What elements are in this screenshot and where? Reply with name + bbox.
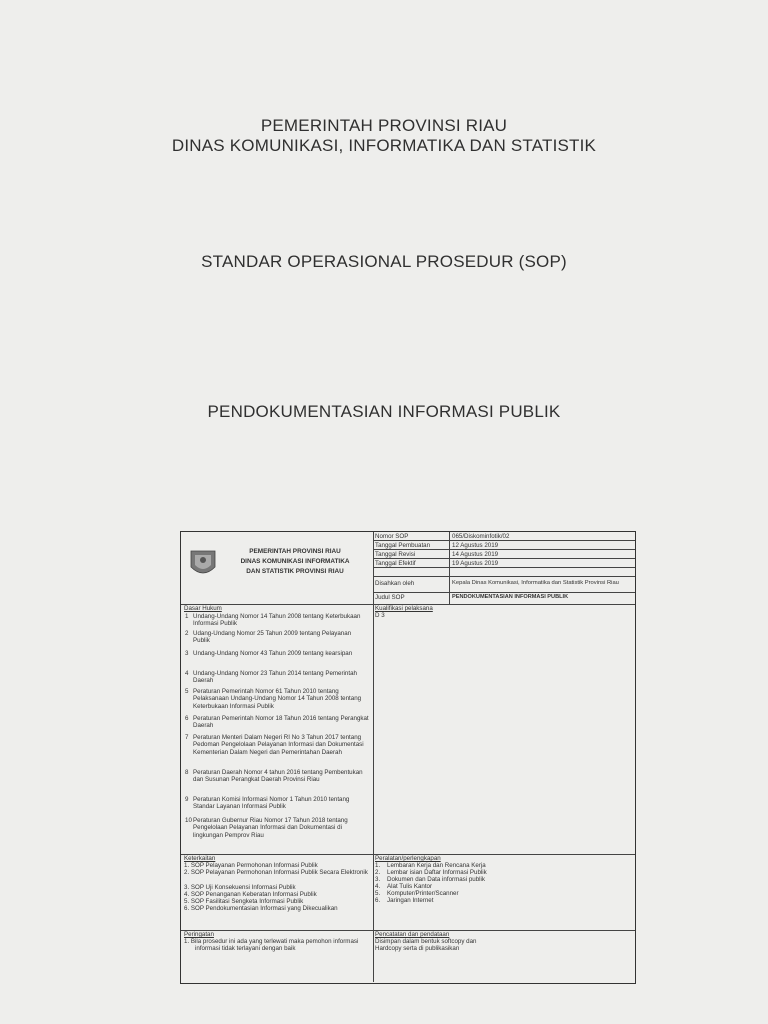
list-item: 5 Peraturan Pemerintah Nomor 61 Tahun 2010 tentang Pelaksanaan Undang-Undang Nomor 14 Tahun 2008 tentang Keterbukaan Informasi Publik — [185, 688, 362, 710]
meta-label: Tanggal Efektif — [375, 560, 416, 567]
meta-label: Tanggal Pembuatan — [375, 542, 431, 549]
dasar-hukum-title: Dasar Hukum — [184, 605, 222, 612]
kualifikasi-title: Kualifikasi pelaksana — [375, 605, 433, 612]
meta-value: PENDOKUMENTASIAN INFORMASI PUBLIK — [452, 594, 569, 600]
list-item: 2 Udang-Undang Nomor 25 Tahun 2009 tentang Pelayanan Publik — [185, 630, 352, 645]
org-line: PEMERINTAH PROVINSI RIAU — [249, 548, 341, 555]
meta-label: Judul SOP — [375, 594, 405, 601]
list-item: 2. Lembar isian Daftar Informasi Publik — [375, 869, 487, 876]
divider — [373, 532, 374, 604]
list-item: 3. SOP Uji Konsekuensi Informasi Publik — [184, 884, 296, 891]
sop-form — [180, 531, 636, 984]
list-item: 9 Peraturan Komisi Informasi Nomor 1 Tahun 2010 tentang Standar Layanan Informasi Publik — [185, 796, 350, 811]
peralatan-title: Peralatan/perlengkapan — [375, 855, 441, 862]
list-item: 1. Lembaran Kerja dan Rencana Kerja — [375, 862, 486, 869]
meta-value: Kepala Dinas Komunikasi, Informatika dan Statistik Provinsi Riau — [452, 580, 619, 586]
divider — [449, 532, 450, 604]
list-item: 8 Peraturan Daerah Nomor 4 tahun 2016 tentang Pembentukan dan Susunan Perangkat Daerah Provinsi Riau — [185, 769, 363, 784]
list-item: 1. SOP Pelayanan Permohonan Informasi Publik — [184, 862, 318, 869]
peringatan-title: Peringatan — [184, 931, 214, 938]
list-item: 5. Komputer/Printer/Scanner — [375, 890, 459, 897]
meta-label: Tanggal Revisi — [375, 551, 416, 558]
list-item: 4 Undang-Undang Nomor 23 Tahun 2014 tentang Pemerintah Daerah — [185, 670, 357, 685]
list-item: 4. Alat Tulis Kantor — [375, 883, 433, 890]
pencatatan-text: Disimpan dalam bentuk softcopy dan — [375, 938, 477, 945]
meta-value: 065/Diskominfotik/02 — [452, 533, 510, 540]
list-item: 1 Undang-Undang Nomor 14 Tahun 2008 tentang Keterbukaan Informasi Publik — [185, 613, 361, 628]
divider — [373, 576, 635, 577]
list-item: 5. SOP Fasilitasi Sengketa Informasi Publik — [184, 898, 304, 905]
org-line: DINAS KOMUNIKASI INFORMATIKA — [240, 558, 350, 565]
meta-value: 14 Agustus 2019 — [452, 551, 499, 558]
meta-value: 19 Agustus 2019 — [452, 560, 499, 567]
list-item: 7 Peraturan Menteri Dalam Negeri RI No 3 Tahun 2017 tentang Pedoman Pengelolaan Pelayanan Informasi dan Dokumentasi Kementerian Dalam Negeri dan Pemerintahan Daerah — [185, 734, 364, 756]
list-item: 2. SOP Pelayanan Permohonan Informasi Publik Secara Elektronik — [184, 869, 368, 876]
meta-value: 12 Agustus 2019 — [452, 542, 499, 549]
keterkaitan-title: Keterkaitan — [184, 855, 216, 862]
list-item: 6. Jaringan Internet — [375, 897, 434, 904]
list-item: 6. SOP Pendokumentasian Informasi yang Dikecualikan — [184, 905, 338, 912]
list-item: 3 Undang-Undang Nomor 43 Tahun 2009 tentang kearsipan — [185, 650, 353, 657]
org-line: DAN STATISTIK PROVINSI RIAU — [246, 568, 344, 575]
header-line1: PEMERINTAH PROVINSI RIAU — [260, 116, 508, 135]
list-item: 3. Dokumen dan Data informasi publik — [375, 876, 486, 883]
divider — [373, 592, 635, 593]
sop-subject: PENDOKUMENTASIAN INFORMASI PUBLIK — [207, 402, 561, 421]
meta-label: Nomor SOP — [375, 533, 409, 540]
kualifikasi-value: D 3 — [375, 612, 385, 619]
header-line2: DINAS KOMUNIKASI, INFORMATIKA DAN STATISTIK — [171, 136, 597, 155]
pencatatan-text: Hardcopy serta di publikasikan — [375, 945, 460, 952]
peringatan-text: informasi tidak terlayani dengan baik — [195, 945, 296, 952]
divider — [373, 604, 374, 982]
pencatatan-title: Pencatatan dan pendataan — [375, 931, 450, 938]
sop-title: STANDAR OPERASIONAL PROSEDUR (SOP) — [201, 252, 567, 271]
peringatan-text: 1. Bila prosedur ini ada yang terlewati maka pemohon informasi — [184, 938, 359, 945]
list-item: 6 Peraturan Pemerintah Nomor 18 Tahun 2016 tentang Perangkat Daerah — [185, 715, 369, 730]
list-item: 10Peraturan Gubernur Riau Nomor 17 Tahun 2018 tentang Pengelolaan Pelayanan Informasi dan Dokumentasi di lingkungan Pemprov Riau — [185, 817, 348, 839]
list-item: 4. SOP Penanganan Keberatan Informasi Publik — [184, 891, 317, 898]
meta-label: Disahkan oleh — [375, 580, 415, 587]
riau-emblem-icon — [189, 547, 217, 579]
